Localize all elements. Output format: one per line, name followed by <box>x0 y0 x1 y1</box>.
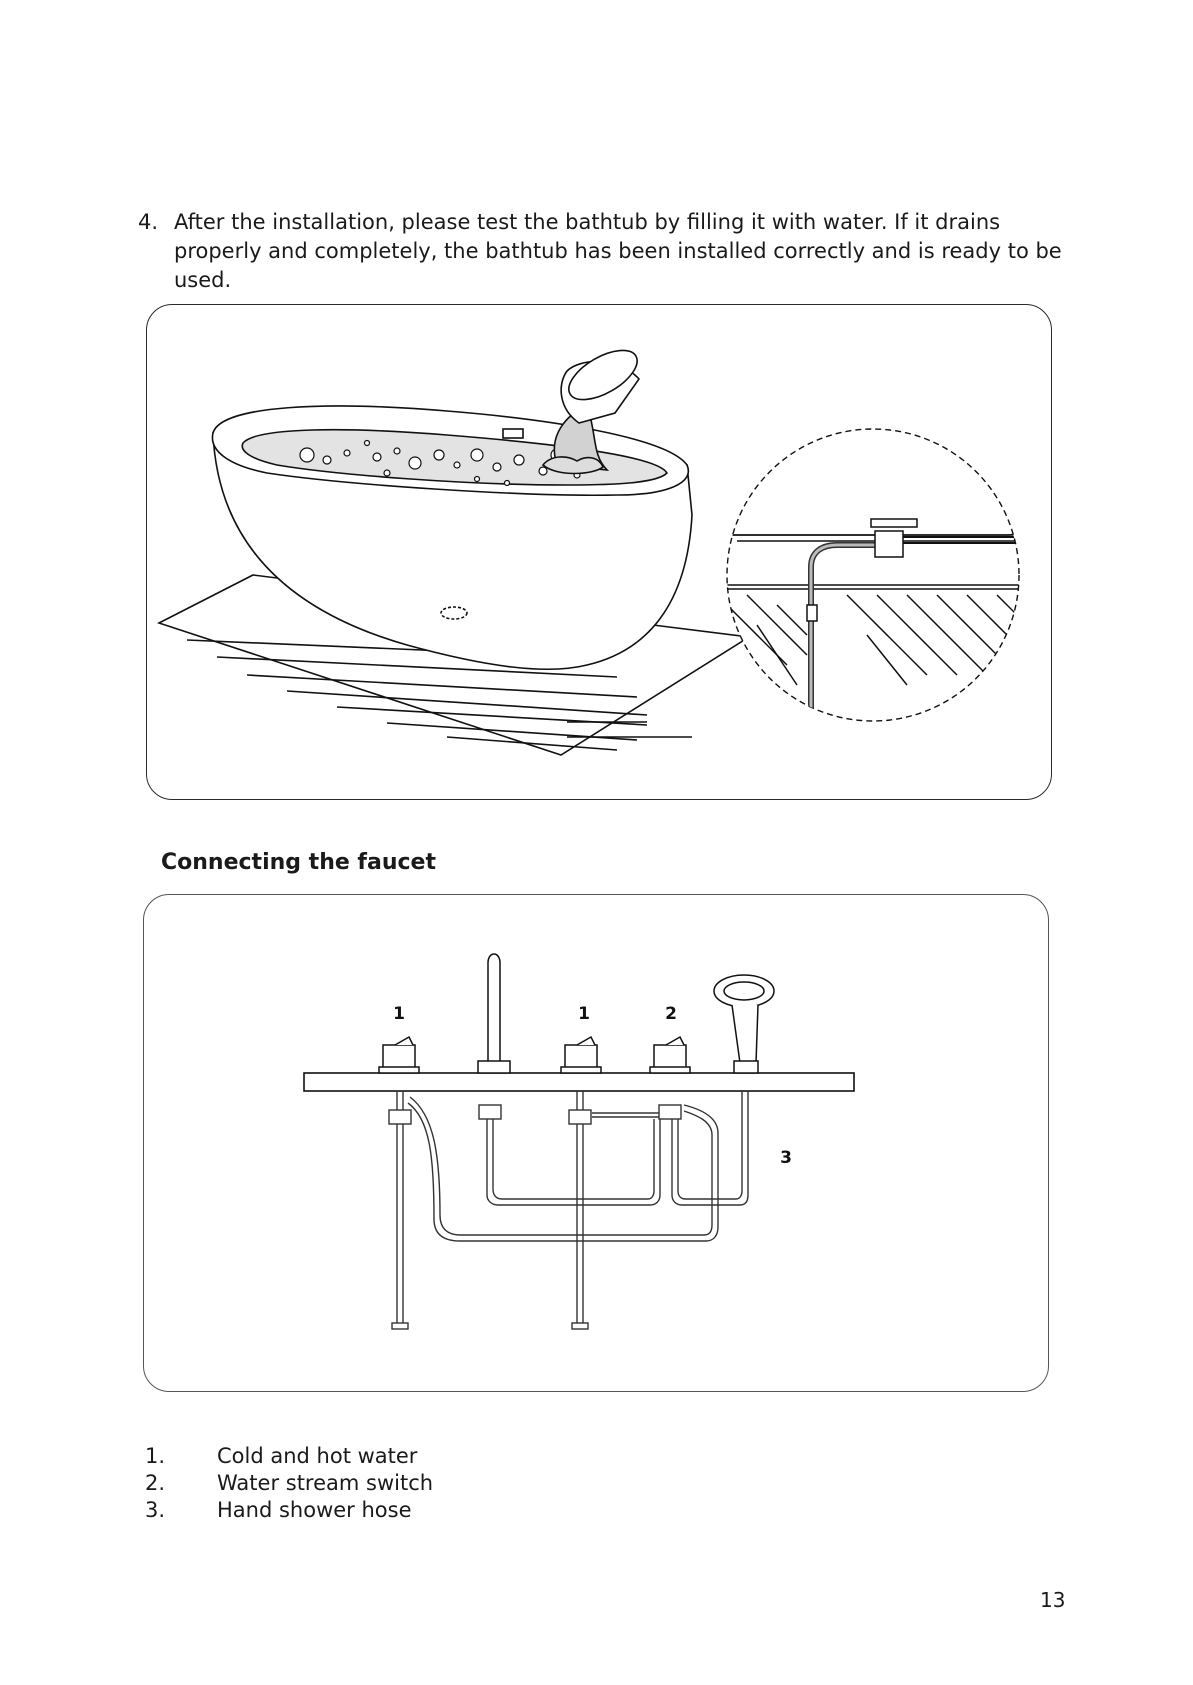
callout-3: 3 <box>780 1148 792 1168</box>
spout <box>478 954 510 1073</box>
section-heading: Connecting the faucet <box>161 850 436 875</box>
drain-detail-circle <box>707 429 1051 725</box>
legend-number: 1. <box>145 1444 166 1468</box>
supply-pipes <box>389 1091 748 1329</box>
callout-2: 2 <box>665 1004 677 1024</box>
legend-number: 3. <box>145 1498 166 1522</box>
bathtub-illustration-svg <box>147 305 1051 799</box>
bathtub-test-illustration <box>146 304 1052 800</box>
legend-text: Water stream switch <box>217 1471 434 1495</box>
faucet-diagram-svg <box>144 895 1048 1391</box>
faucet-connection-diagram <box>143 894 1049 1392</box>
faucet-handles <box>379 1037 690 1073</box>
callout-1-right: 1 <box>578 1004 590 1024</box>
step-text: After the installation, please test the bathtub by filling it with water. If it drains properly and completely, the bathtub has been installed correctly and is ready to be used. <box>174 210 1062 292</box>
hand-shower <box>714 975 774 1073</box>
callout-1-left: 1 <box>393 1004 405 1024</box>
page-number: 13 <box>1040 1588 1066 1612</box>
legend-text: Hand shower hose <box>217 1498 412 1522</box>
legend-text: Cold and hot water <box>217 1444 418 1468</box>
legend-number: 2. <box>145 1471 166 1495</box>
step-number: 4. <box>138 210 159 234</box>
deck-plate <box>304 1073 854 1091</box>
